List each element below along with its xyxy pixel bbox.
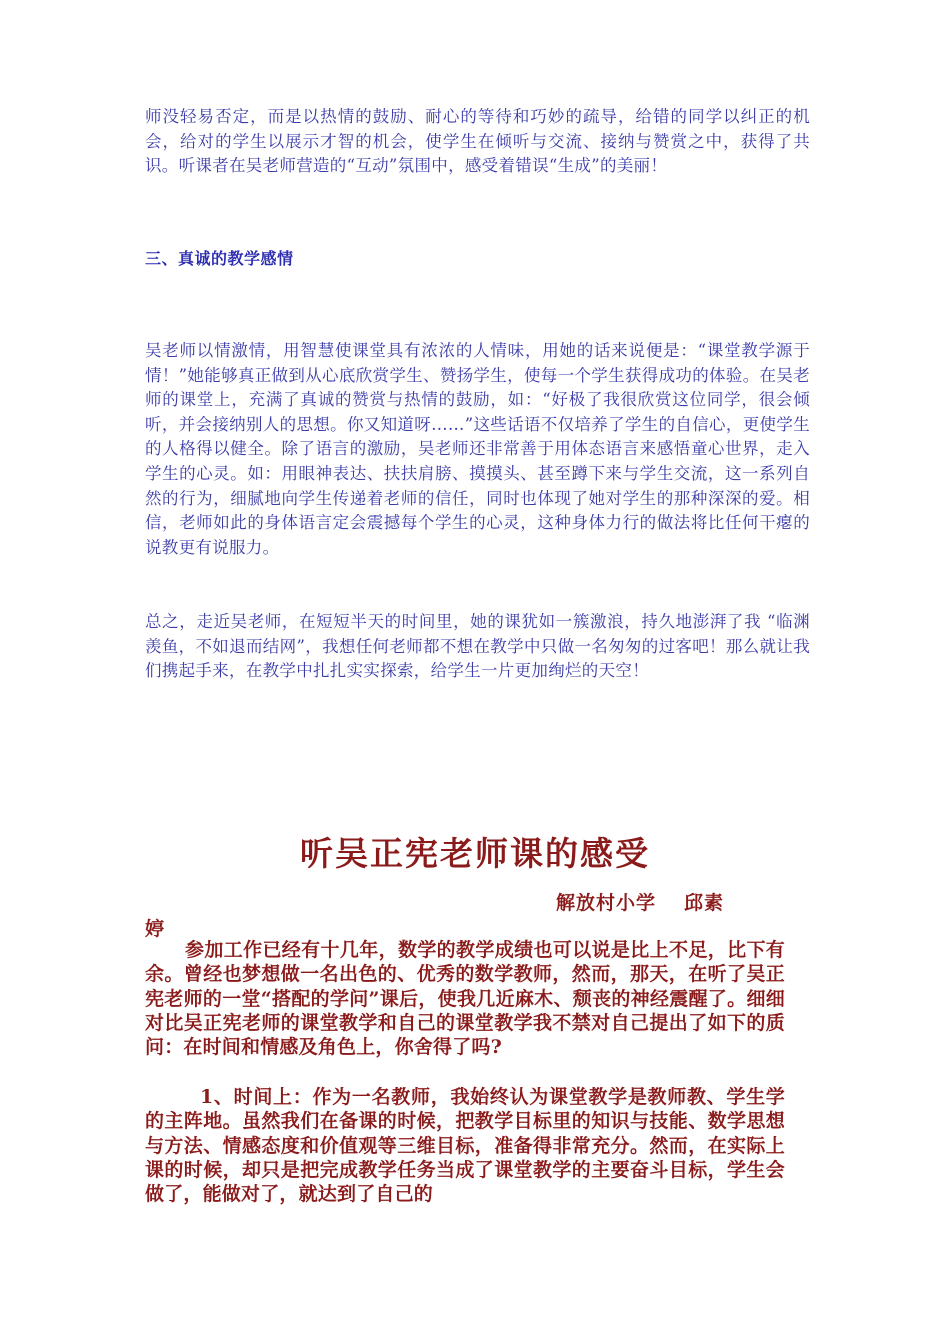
paragraph-continued: 师没轻易否定，而是以热情的鼓励、耐心的等待和巧妙的疏导，给错的同学以纠正的机会，给对的学生以展示才智的机会，使学生在倾听与交流、接纳与赞赏之中，获得了共识。听课者在吴老师营造的“互动”氛围中，感受着错误“生成”的美丽！: [145, 107, 810, 176]
section-heading: 三、真诚的教学感情: [145, 249, 294, 268]
paragraph-time: 1、时间上：作为一名教师，我始终认为课堂教学是教师教、学生学的主阵地。虽然我们在备课的时候，把教学目标里的知识与技能、数学思想与方法、情感态度和价值观等三维目标，准备得非常充分。然而，在实际上课的时候，却只是把完成教学任务当成了课堂教学的主要奋斗目标，学生会做了，能做对了，就达到了自己的: [145, 1086, 785, 1206]
article-title: 听吴正宪老师课的感受: [300, 834, 650, 873]
paragraph-intro: 参加工作已经有十几年，数学的教学成绩也可以说是比上不足，比下有余。曾经也梦想做一名出色的、优秀的数学教师，然而，那天，在听了吴正宪老师的一堂“搭配的学问”课后，使我几近麻木、颓丧的神经震醒了。细细对比吴正宪老师的课堂教学和自己的课堂教学我不禁对自己提出了如下的质问：在时间和情感及角色上，你舍得了吗?: [145, 939, 785, 1059]
author-name: 邱素: [684, 892, 725, 914]
school-name: 解放村小学: [556, 892, 657, 914]
paragraph-emotion: 吴老师以情激情，用智慧使课堂具有浓浓的人情味，用她的话来说便是：“课堂教学源于情！”她能够真正做到从心底欣赏学生、赞扬学生，使每一个学生获得成功的体验。在吴老师的课堂上，充满了真诚的赞赏与热情的鼓励，如：“好极了我很欣赏这位同学，很会倾听，并会接纳别人的思想。你又知道呀……”这些话语不仅培养了学生的自信心，更使学生的人格得以健全。除了语言的激励，吴老师还非常善于用体态语言来感悟童心世界，走入学生的心灵。如：用眼神表达、扶扶肩膀、摸摸头、甚至蹲下来与学生交流，这一系列自然的行为，细腻地向学生传递着老师的信任，同时也体现了她对学生的那种深深的爱。相信，老师如此的身体语言定会震撼每个学生的心灵，这种身体力行的做法将比任何干瘪的说教更有说服力。: [145, 341, 810, 557]
paragraph-summary: 总之，走近吴老师，在短短半天的时间里，她的课犹如一簇激浪，持久地澎湃了我 “临渊羡鱼，不如退而结网”，我想任何老师都不想在教学中只做一名匆匆的过客吧！那么就让我们携起手来，在教学中扎扎实实探索，给学生一片更加绚烂的天空！: [145, 612, 810, 681]
author-line: [556, 888, 724, 915]
author-name-tail: 婷: [145, 918, 165, 940]
